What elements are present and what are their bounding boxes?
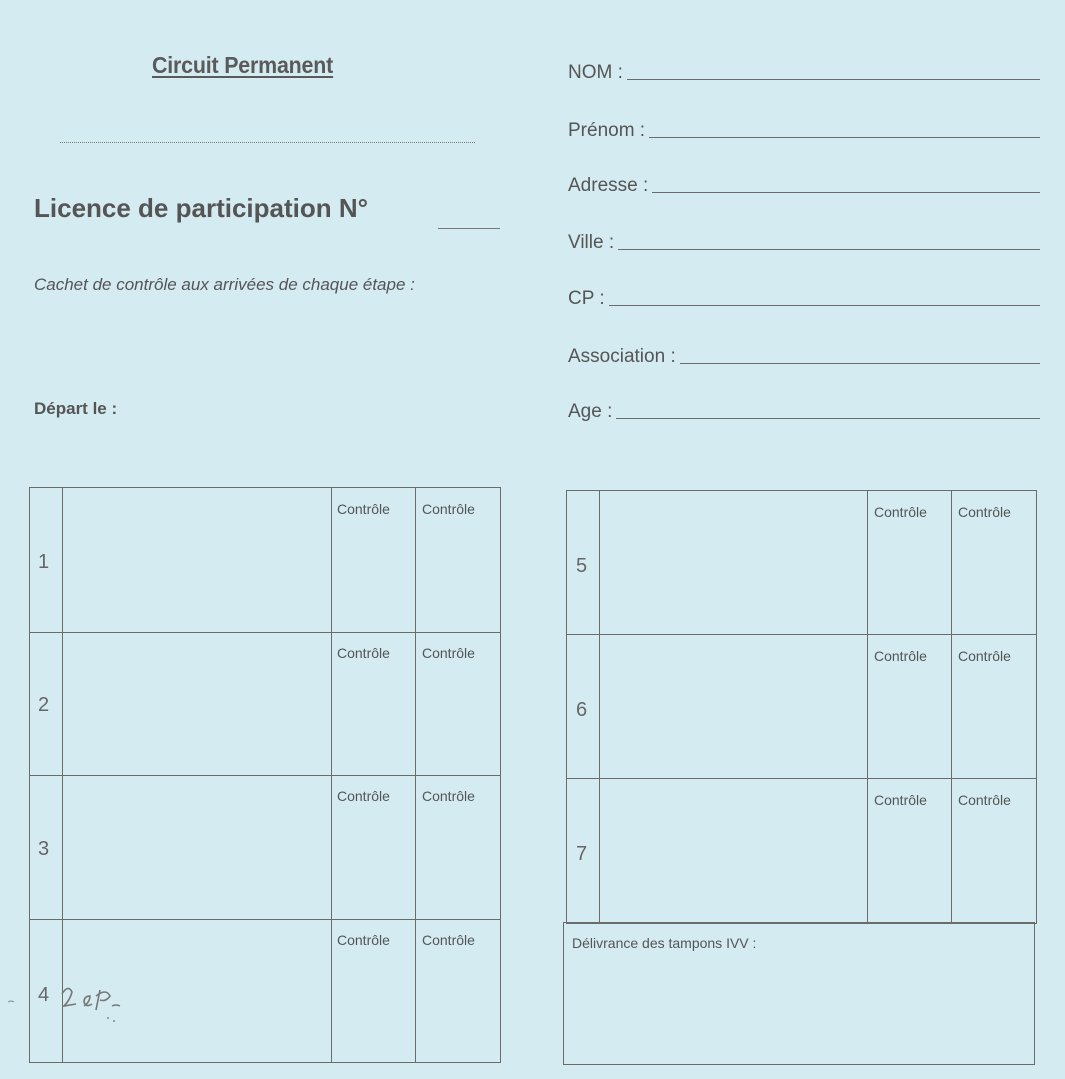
row-divider bbox=[30, 632, 500, 633]
field-line[interactable] bbox=[618, 249, 1040, 250]
row-divider bbox=[30, 919, 500, 920]
controle-label: Contrôle bbox=[958, 648, 1011, 664]
field-line[interactable] bbox=[627, 79, 1040, 80]
stage-number-7: 7 bbox=[576, 843, 588, 865]
row-divider bbox=[567, 634, 1036, 635]
stage-number-1: 1 bbox=[38, 551, 50, 573]
field-label: Adresse : bbox=[568, 175, 649, 196]
field-prenom[interactable] bbox=[568, 112, 1040, 142]
col-divider bbox=[951, 491, 952, 923]
field-label: NOM : bbox=[568, 62, 623, 83]
handwritten-mark bbox=[0, 966, 150, 1026]
field-line[interactable] bbox=[616, 418, 1040, 419]
field-label: Association : bbox=[568, 346, 676, 367]
controle-label: Contrôle bbox=[422, 501, 475, 517]
depart-label: Départ le : bbox=[34, 399, 118, 418]
controle-label: Contrôle bbox=[422, 645, 475, 661]
controle-label: Contrôle bbox=[874, 504, 927, 520]
row-divider bbox=[567, 778, 1036, 779]
field-cp[interactable] bbox=[568, 280, 1040, 310]
stage-number-3: 3 bbox=[38, 838, 50, 860]
field-line[interactable] bbox=[652, 192, 1040, 193]
field-line[interactable] bbox=[609, 305, 1040, 306]
col-divider bbox=[599, 491, 600, 923]
delivrance-box[interactable] bbox=[563, 922, 1035, 1065]
stage-number-6: 6 bbox=[576, 699, 588, 721]
controle-label: Contrôle bbox=[958, 504, 1011, 520]
controle-label: Contrôle bbox=[874, 648, 927, 664]
controle-label: Contrôle bbox=[422, 788, 475, 804]
title-dotted-line bbox=[60, 142, 475, 143]
field-adresse[interactable] bbox=[568, 167, 1040, 197]
field-label: CP : bbox=[568, 288, 605, 309]
stage-number-5: 5 bbox=[576, 555, 588, 577]
field-ville[interactable] bbox=[568, 224, 1040, 254]
form-title: Circuit Permanent bbox=[152, 52, 334, 78]
field-line[interactable] bbox=[680, 363, 1040, 364]
cachet-instruction: Cachet de contrôle aux arrivées de chaque étape : bbox=[34, 275, 415, 294]
col-divider bbox=[867, 491, 868, 923]
controle-label: Contrôle bbox=[337, 932, 390, 948]
controle-label: Contrôle bbox=[958, 792, 1011, 808]
field-label: Age : bbox=[568, 401, 613, 422]
controle-label: Contrôle bbox=[874, 792, 927, 808]
controle-label: Contrôle bbox=[337, 645, 390, 661]
controle-label: Contrôle bbox=[422, 932, 475, 948]
field-label: Prénom : bbox=[568, 120, 646, 141]
row-divider bbox=[30, 775, 500, 776]
controle-label: Contrôle bbox=[337, 501, 390, 517]
delivrance-label: Délivrance des tampons IVV : bbox=[572, 935, 757, 951]
field-association[interactable] bbox=[568, 338, 1040, 368]
stages-grid-right bbox=[566, 490, 1037, 924]
col-divider bbox=[331, 488, 332, 1062]
controle-label: Contrôle bbox=[337, 788, 390, 804]
field-line[interactable] bbox=[649, 137, 1040, 138]
stage-number-4: 4 bbox=[38, 984, 50, 1006]
field-label: Ville : bbox=[568, 232, 615, 253]
field-nom[interactable] bbox=[568, 54, 1040, 84]
stage-number-2: 2 bbox=[38, 694, 50, 716]
col-divider bbox=[415, 488, 416, 1062]
licence-number-line[interactable] bbox=[438, 228, 500, 229]
licence-label: Licence de participation N° bbox=[34, 193, 369, 223]
field-age[interactable] bbox=[568, 393, 1040, 423]
